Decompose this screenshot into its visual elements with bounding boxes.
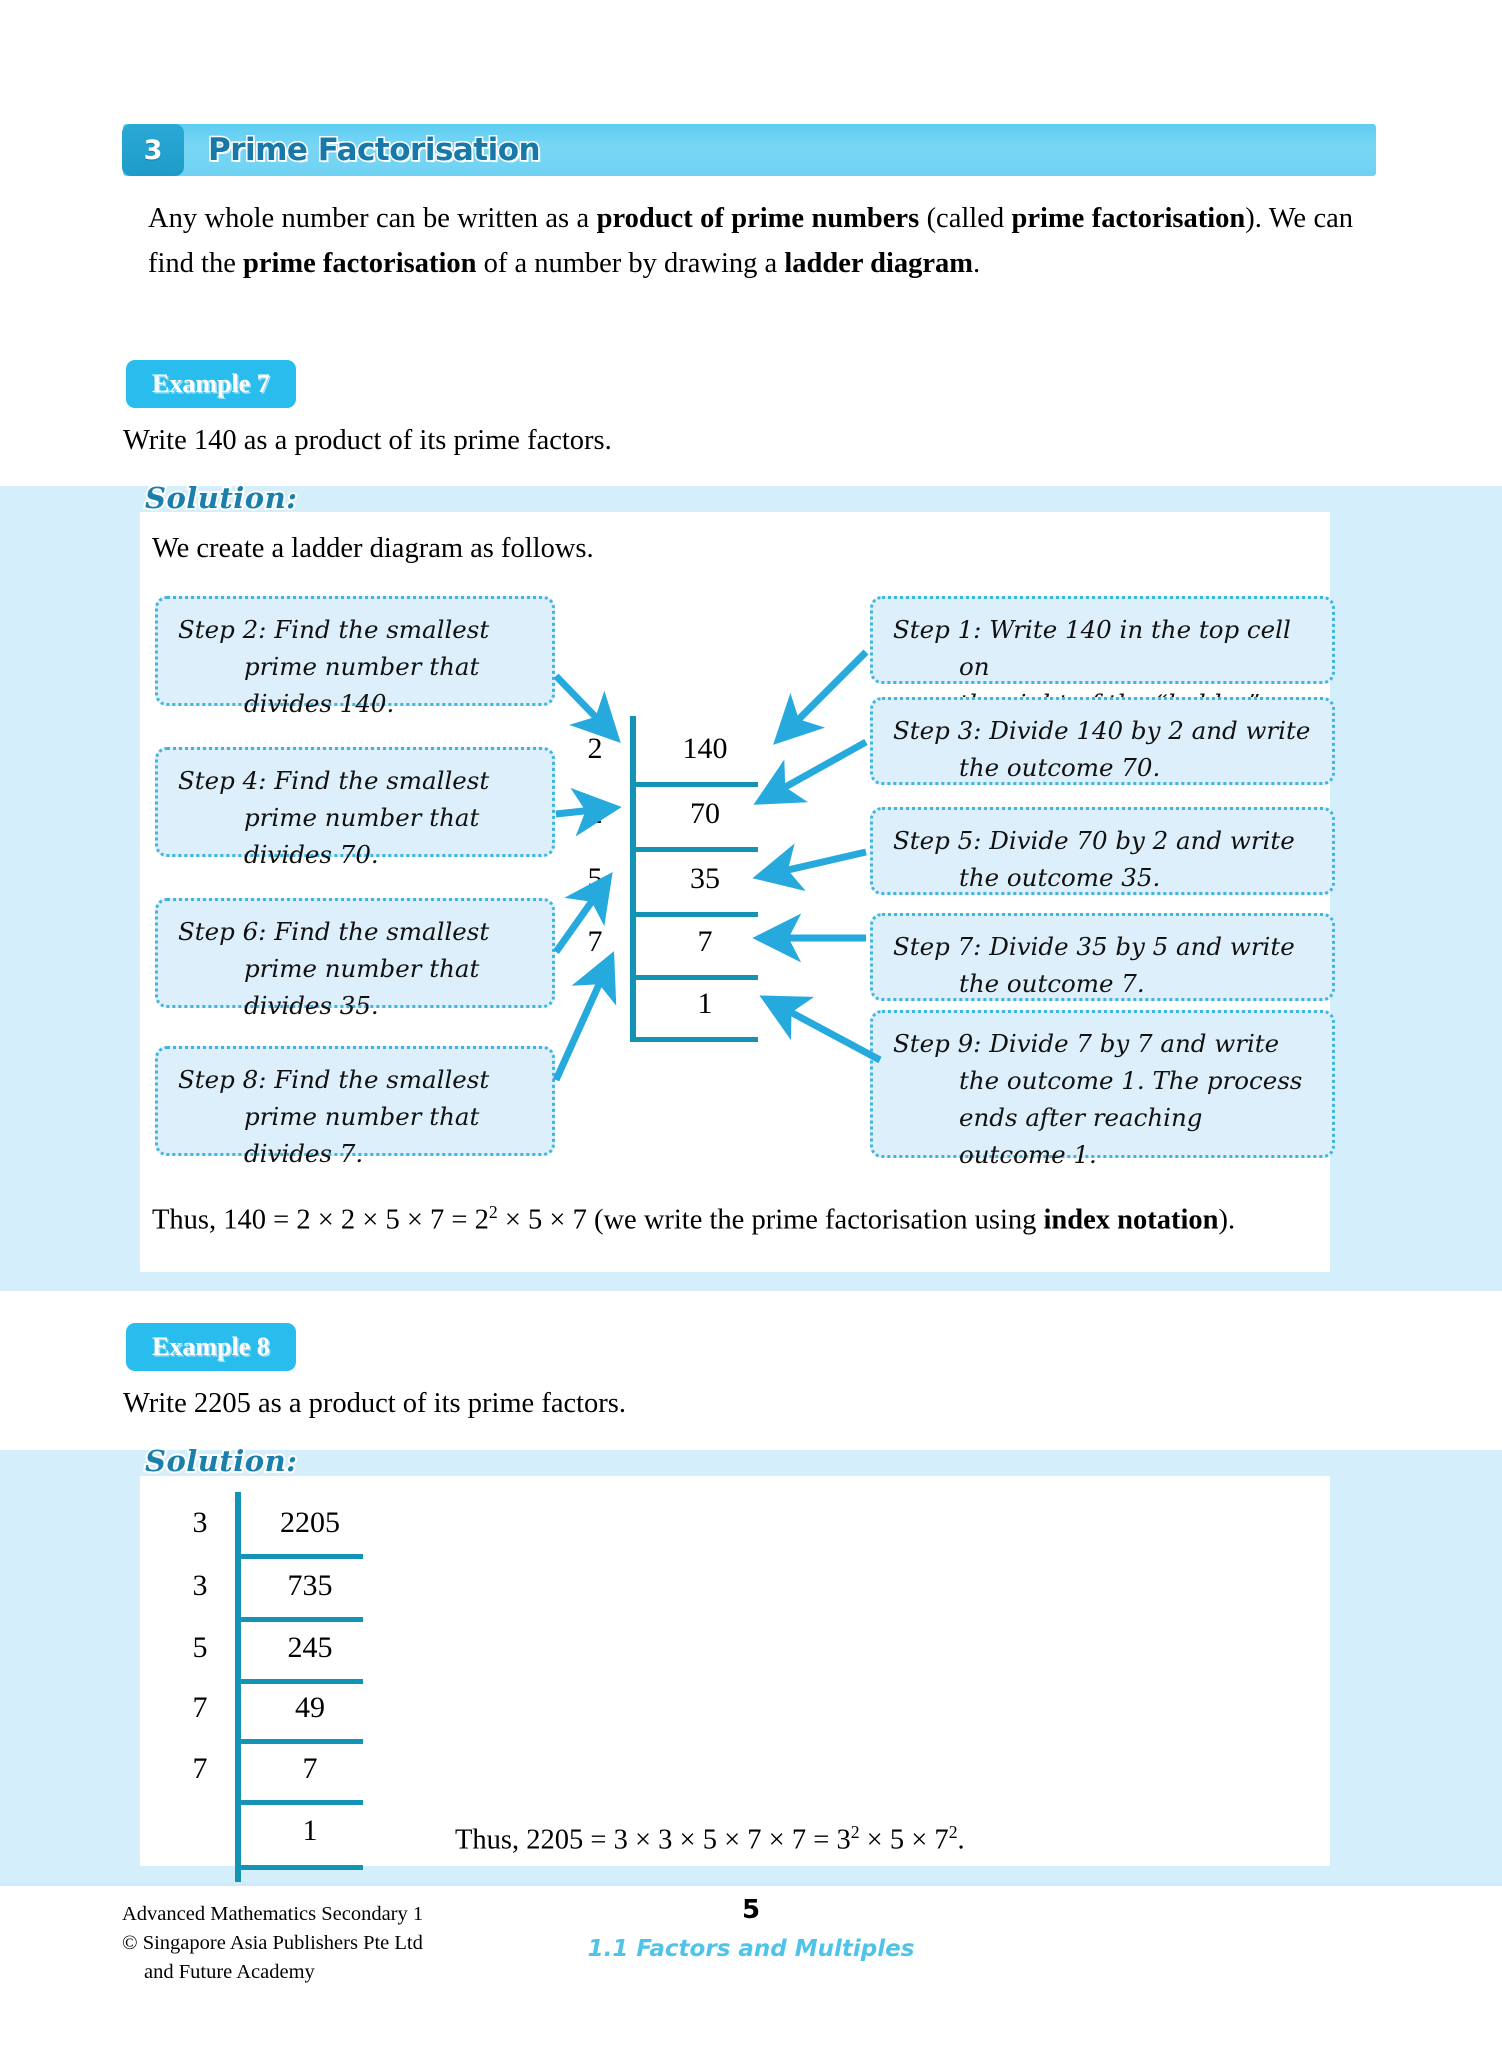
intro-paragraph xyxy=(148,196,1353,286)
intro-bold-pf2: prime factorisation xyxy=(242,248,477,279)
conclusion-7-c: ). xyxy=(1218,1204,1236,1236)
ladder-divisor: 3 xyxy=(192,1569,208,1602)
step-box-6 xyxy=(155,898,555,1020)
ladder-rung xyxy=(630,847,758,852)
step-box-9-line2: the outcome 1. The process xyxy=(959,1066,1303,1095)
intro-bold-product: product of prime numbers xyxy=(596,203,920,234)
step-box-2-line1: Step 2: Find the smallest xyxy=(178,615,490,644)
ladder-dividend: 35 xyxy=(690,862,720,895)
step-box-9-line4: outcome 1. xyxy=(959,1140,1097,1169)
step-box-4 xyxy=(155,747,555,869)
example-7-tag: Example 7 xyxy=(126,360,296,408)
step-box-2 xyxy=(155,596,555,718)
ladder-divisor: 2 xyxy=(587,732,603,765)
ladder-rung xyxy=(630,782,758,787)
step-box-4-line1: Step 4: Find the smallest xyxy=(178,766,490,795)
footer-line1: Advanced Mathematics Secondary 1 xyxy=(122,1903,424,1925)
conclusion-7-bold: index notation xyxy=(1043,1204,1219,1236)
ladder-rung xyxy=(235,1800,363,1805)
footer-subtitle: 1.1 Factors and Multiples xyxy=(587,1936,915,1962)
ladder-rung xyxy=(630,1037,758,1042)
ladder-rung xyxy=(235,1679,363,1684)
step-box-4-line3: divides 70. xyxy=(244,840,379,869)
ladder-dividend: 735 xyxy=(287,1569,333,1602)
intro-text-e: ). We can find the xyxy=(148,203,1353,279)
step-box-6-line2: prime number that xyxy=(244,954,480,983)
footer-line3: and Future Academy xyxy=(144,1961,315,1983)
ladder-rung xyxy=(235,1865,363,1870)
example-8-tag: Example 8 xyxy=(126,1323,296,1371)
section-number: 3 xyxy=(122,124,184,176)
example-7-solution-label: Solution: xyxy=(145,481,298,515)
ladder-dividend: 1 xyxy=(697,987,713,1020)
footer-line2: © Singapore Asia Publishers Pte Ltd xyxy=(122,1932,423,1954)
ladder-divisor: 5 xyxy=(587,862,603,895)
step-box-7-line2: the outcome 7. xyxy=(959,969,1145,998)
ladder-spine xyxy=(235,1492,241,1882)
ladder-spine xyxy=(630,716,636,1042)
ladder-rung xyxy=(630,912,758,917)
step-box-9 xyxy=(870,1010,1335,1169)
ladder-divisor: 3 xyxy=(192,1506,208,1539)
step-box-5-line2: the outcome 35. xyxy=(959,863,1161,892)
conclusion-8-sup2: 2 xyxy=(948,1822,958,1842)
example-7-conclusion xyxy=(152,1202,1235,1237)
ladder-rung xyxy=(235,1739,363,1744)
conclusion-8-b: × 5 × 7 xyxy=(859,1824,949,1856)
ladder-dividend: 49 xyxy=(295,1691,325,1724)
ladder-rung xyxy=(235,1617,363,1622)
step-box-8-line1: Step 8: Find the smallest xyxy=(178,1065,490,1094)
step-box-6-line3: divides 35. xyxy=(244,991,379,1020)
step-box-9-line3: ends after reaching xyxy=(959,1103,1203,1132)
intro-bold-ladder: ladder diagram xyxy=(784,248,974,279)
step-box-7-line1: Step 7: Divide 35 by 5 and write xyxy=(893,932,1295,961)
intro-text-c: (called xyxy=(919,203,1012,234)
step-box-9-line1: Step 9: Divide 7 by 7 and write xyxy=(893,1029,1280,1058)
step-box-6-line1: Step 6: Find the smallest xyxy=(178,917,490,946)
step-box-5 xyxy=(870,807,1335,895)
conclusion-7-sup: 2 xyxy=(488,1202,498,1222)
conclusion-8-c: . xyxy=(957,1824,965,1856)
example-8-conclusion xyxy=(455,1822,965,1857)
intro-text-i: . xyxy=(973,248,981,279)
ladder-dividend: 1 xyxy=(302,1814,318,1847)
conclusion-8-sup1: 2 xyxy=(850,1822,860,1842)
step-box-3 xyxy=(870,697,1335,785)
footer-divider xyxy=(0,1882,1502,1886)
section-title: Prime Factorisation xyxy=(208,132,541,168)
intro-text-a: Any whole number can be written as a xyxy=(148,203,597,234)
ladder-dividend: 245 xyxy=(287,1631,333,1664)
example-8-question: Write 2205 as a product of its prime factors. xyxy=(123,1388,626,1419)
step-box-2-line3: divides 140. xyxy=(244,689,395,718)
step-box-8 xyxy=(155,1046,555,1168)
step-box-3-line1: Step 3: Divide 140 by 2 and write xyxy=(893,716,1311,745)
ladder-divisor: 2 xyxy=(587,797,603,830)
page-number: 5 xyxy=(741,1895,761,1925)
ladder-rung xyxy=(235,1554,363,1559)
conclusion-7-b: × 5 × 7 (we write the prime factorisation using xyxy=(497,1204,1044,1236)
ladder-dividend: 2205 xyxy=(280,1506,340,1539)
ladder-divisor: 7 xyxy=(192,1752,208,1785)
ladder-divisor: 5 xyxy=(192,1631,208,1664)
step-box-4-line2: prime number that xyxy=(244,803,480,832)
example-8-solution-label: Solution: xyxy=(145,1444,298,1478)
step-box-1-line1: Step 1: Write 140 in the top cell on xyxy=(893,615,1291,681)
conclusion-7-a: Thus, 140 = 2 × 2 × 5 × 7 = 2 xyxy=(152,1204,489,1236)
conclusion-8-a: Thus, 2205 = 3 × 3 × 5 × 7 × 7 = 3 xyxy=(455,1824,851,1856)
step-box-7 xyxy=(870,913,1335,1001)
ladder-divisor: 7 xyxy=(587,925,603,958)
intro-bold-pf1: prime factorisation xyxy=(1011,203,1246,234)
step-box-5-line1: Step 5: Divide 70 by 2 and write xyxy=(893,826,1295,855)
section-banner xyxy=(123,124,1376,176)
ladder-dividend: 7 xyxy=(302,1752,318,1785)
step-box-2-line2: prime number that xyxy=(244,652,480,681)
step-box-3-line2: the outcome 70. xyxy=(959,753,1161,782)
example-7-solution-intro: We create a ladder diagram as follows. xyxy=(152,533,594,564)
step-box-1 xyxy=(870,596,1335,684)
example-7-question: Write 140 as a product of its prime factors. xyxy=(123,425,612,456)
step-box-8-line3: divides 7. xyxy=(244,1139,364,1168)
ladder-rung xyxy=(630,975,758,980)
ladder-dividend: 70 xyxy=(690,797,720,830)
ladder-dividend: 140 xyxy=(682,732,728,765)
ladder-divisor: 7 xyxy=(192,1691,208,1724)
intro-text-g: of a number by drawing a xyxy=(476,248,785,279)
step-box-8-line2: prime number that xyxy=(244,1102,480,1131)
ladder-dividend: 7 xyxy=(697,925,713,958)
